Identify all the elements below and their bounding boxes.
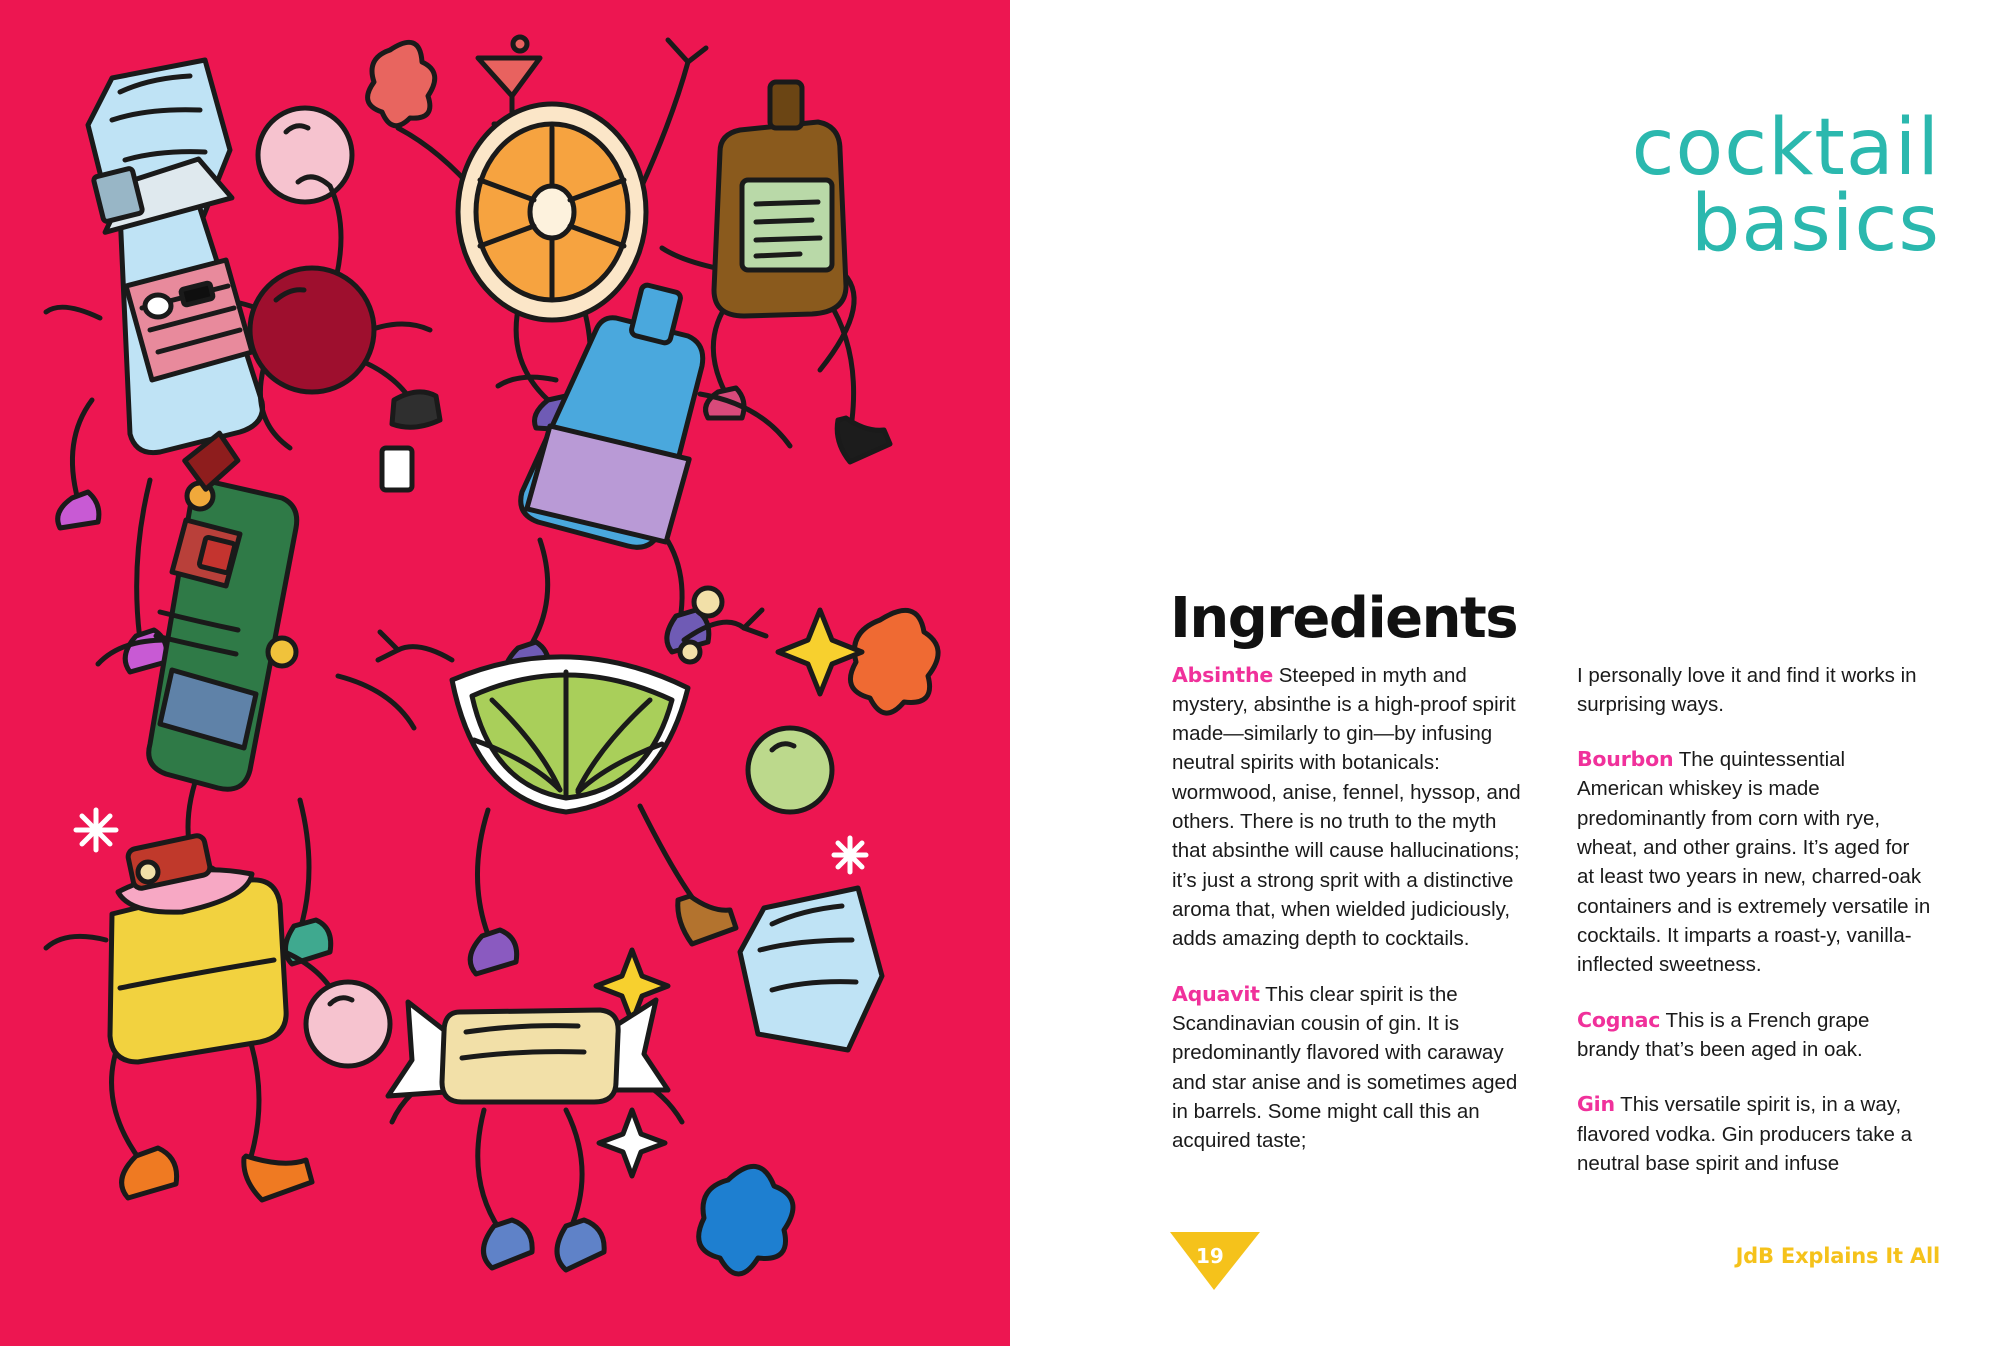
glossary-definition: This versatile spirit is, in a way, flavored vodka. Gin producers take a neutral base spirit and infuse: [1577, 1093, 1913, 1175]
glossary-entry: [1172, 980, 1527, 1156]
glossary-definition: This is a French grape brandy that’s been aged in oak.: [1577, 1008, 1870, 1061]
glossary-definition: Steeped in myth and mystery, absinthe is a high-proof spirit made—similarly to gin—by infusing neutral spirits with botanicals: wormwood, anise, fennel, hyssop, and others. There is no truth to the myth that absinthe will cause hallucinations; it’s just a strong sprit with a distinctive aroma that, when wielded judiciously, adds amazing depth to cocktails.: [1172, 663, 1521, 951]
glossary-term: Bourbon: [1577, 747, 1674, 772]
glossary-term: Absinthe: [1172, 662, 1274, 687]
pink-bubble-character: [258, 108, 352, 202]
glossary-term: Cognac: [1577, 1007, 1661, 1032]
text-page: [1010, 0, 2000, 1346]
ice-cube-character-2: [740, 888, 882, 1050]
glossary-term: Gin: [1577, 1092, 1615, 1117]
chapter-title-line-2: basics: [1690, 179, 1940, 270]
ingredients-column-left: [1172, 640, 1527, 1178]
ingredients-columns: [1172, 640, 1932, 1178]
glossary-definition: The quintessential American whiskey is made predominantly from corn with rye, wheat, and other grains. It’s aged for at least two years in new, charred-oak containers and is extremely versatile in cocktails. It imparts a roast-y, vanilla-inflected sweetness.: [1577, 748, 1931, 977]
ingredients-column-right: [1577, 640, 1932, 1178]
pink-bubble-character-2: [306, 982, 390, 1066]
continuation-paragraph: I personally love it and find it works in surprising ways.: [1577, 663, 1917, 716]
chapter-title: [1240, 103, 1940, 270]
glossary-entry: [1172, 661, 1527, 954]
page-number: 19: [1196, 1244, 1224, 1268]
glossary-term: Aquavit: [1172, 981, 1260, 1006]
running-head: JdB Explains It All: [1735, 1244, 1940, 1268]
chapter-title-line-1: cocktail: [1631, 103, 1940, 193]
section-heading: Ingredients: [1170, 585, 1518, 651]
glossary-entry: [1577, 1090, 1932, 1178]
glossary-entry: [1577, 1006, 1932, 1065]
page-footer: [1170, 1232, 1940, 1292]
glossary-definition: This clear spirit is the Scandinavian cousin of gin. It is predominantly flavored with caraway and star anise and is sometimes aged in barrels. Some might call this an acquired taste;: [1172, 982, 1518, 1153]
green-olive-decoration: [748, 728, 832, 812]
glossary-entry: [1577, 745, 1932, 980]
